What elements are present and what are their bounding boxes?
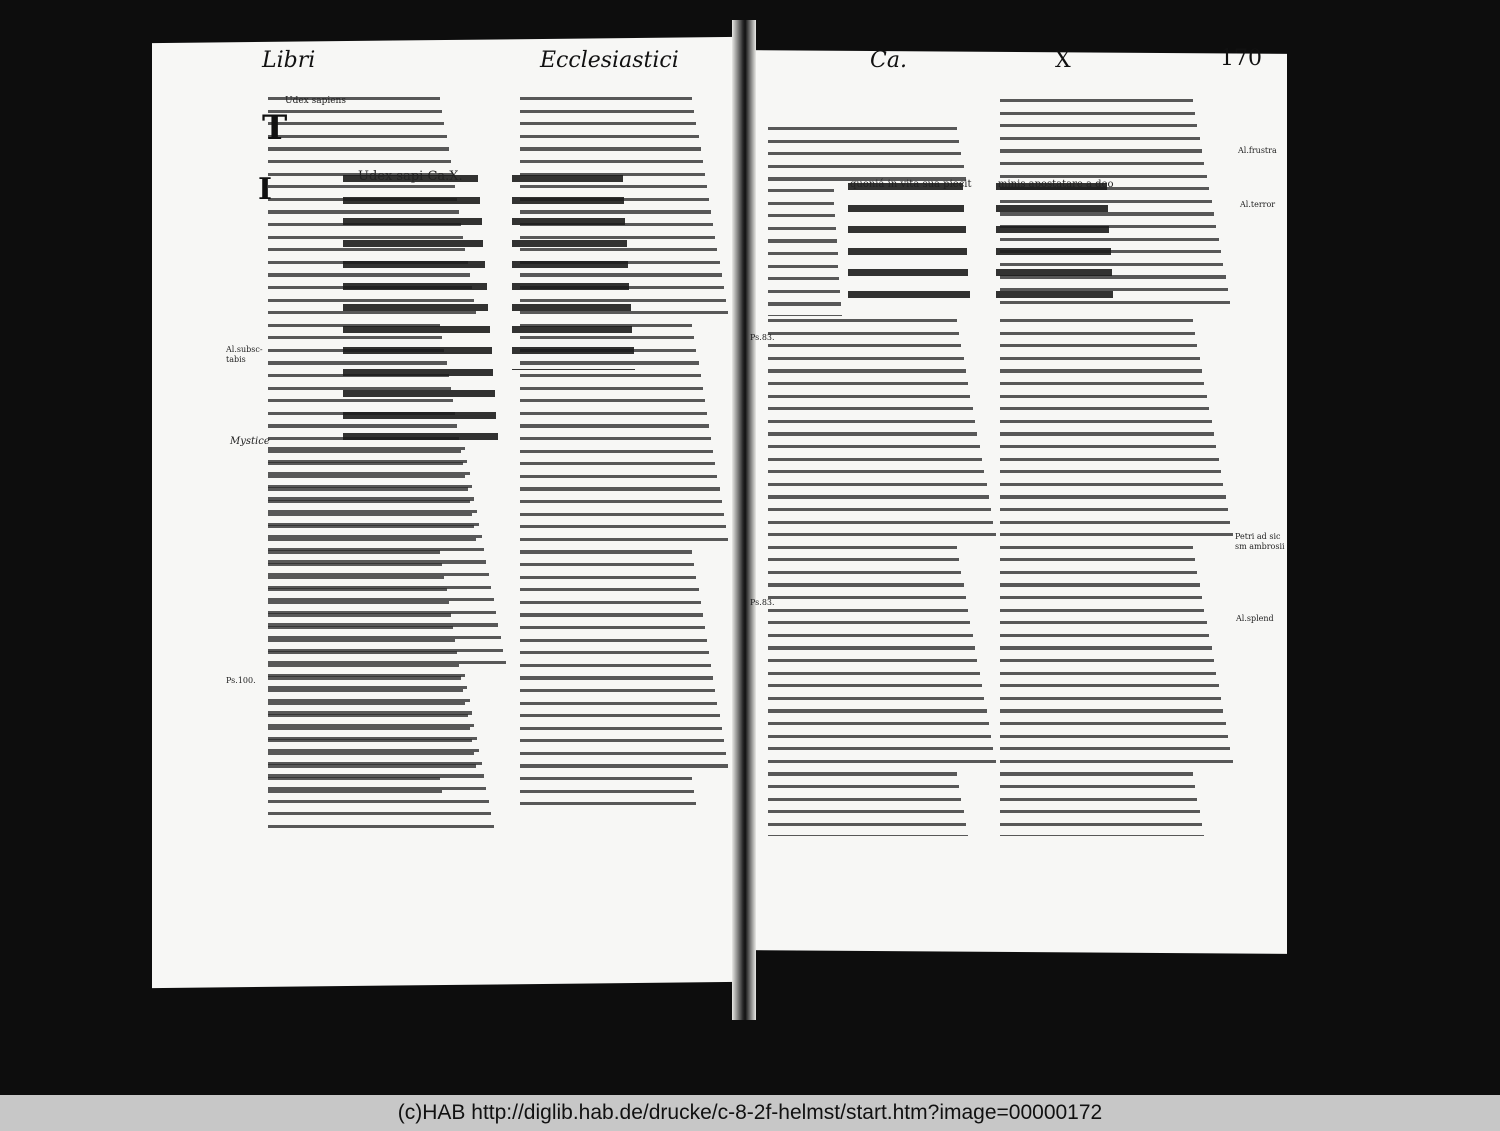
print-line xyxy=(848,226,988,243)
print-line xyxy=(520,651,730,661)
print-line xyxy=(996,291,1131,308)
print-line xyxy=(768,672,998,682)
initial-letter-i: I xyxy=(258,172,273,207)
print-line xyxy=(1000,835,1235,836)
print-line xyxy=(768,239,848,249)
print-line xyxy=(768,458,998,468)
print-line xyxy=(512,175,647,192)
print-line xyxy=(520,97,730,107)
print-line xyxy=(768,735,998,745)
print-line xyxy=(343,326,508,343)
print-line xyxy=(520,538,730,548)
print-line xyxy=(768,395,998,405)
print-line xyxy=(768,521,998,531)
print-line xyxy=(768,344,998,354)
print-line xyxy=(520,374,730,384)
print-line xyxy=(1000,149,1235,159)
print-line xyxy=(520,437,730,447)
print-line xyxy=(1000,533,1235,543)
margin-note: Ps.83. xyxy=(750,598,775,607)
print-line xyxy=(512,347,647,364)
print-line xyxy=(768,709,998,719)
print-line xyxy=(343,390,508,407)
print-line xyxy=(1000,697,1235,707)
print-line xyxy=(996,248,1131,265)
print-line xyxy=(768,508,998,518)
print-line xyxy=(768,140,998,150)
gloss-column-left-lower xyxy=(268,444,508,834)
print-line xyxy=(1000,112,1235,122)
print-line xyxy=(996,226,1131,243)
print-line xyxy=(512,283,647,300)
print-line xyxy=(848,291,988,308)
print-line xyxy=(1000,319,1235,329)
print-line xyxy=(520,487,730,497)
margin-note: Mystice xyxy=(230,436,270,447)
print-line xyxy=(268,699,508,709)
print-line xyxy=(268,649,508,659)
print-line xyxy=(1000,583,1235,593)
print-line xyxy=(768,772,998,782)
print-line xyxy=(768,583,998,593)
print-line xyxy=(1000,634,1235,644)
print-line xyxy=(268,447,508,457)
print-line xyxy=(268,611,508,621)
print-line xyxy=(1000,596,1235,606)
print-line xyxy=(768,202,848,212)
print-line xyxy=(520,752,730,762)
print-line xyxy=(520,702,730,712)
margin-note: Ps.100. xyxy=(226,676,256,685)
print-line xyxy=(520,613,730,623)
print-line xyxy=(343,433,508,440)
print-line xyxy=(768,470,998,480)
print-line xyxy=(768,646,998,656)
print-line xyxy=(768,835,998,836)
print-line xyxy=(268,573,508,583)
print-line xyxy=(1000,508,1235,518)
print-line xyxy=(520,676,730,686)
book-gutter xyxy=(732,20,756,1020)
print-line xyxy=(768,252,848,262)
gloss-column-right-lower-a xyxy=(768,316,998,836)
print-line xyxy=(520,639,730,649)
print-line xyxy=(768,277,848,287)
print-line xyxy=(768,558,998,568)
print-line xyxy=(268,485,508,495)
print-line xyxy=(1000,646,1235,656)
print-line xyxy=(1000,483,1235,493)
print-line xyxy=(343,261,508,278)
print-line xyxy=(520,563,730,573)
print-line xyxy=(520,664,730,674)
print-line xyxy=(343,347,508,364)
print-line xyxy=(520,576,730,586)
print-line xyxy=(268,586,508,596)
print-line xyxy=(768,697,998,707)
main-text-column-right-a xyxy=(848,178,988,310)
print-line xyxy=(1000,735,1235,745)
folio-number: 170 xyxy=(1220,46,1262,71)
chapter-number: X xyxy=(1055,48,1071,73)
margin-note: Al.splend xyxy=(1236,614,1274,623)
print-line xyxy=(268,110,478,120)
print-line xyxy=(520,739,730,749)
print-line xyxy=(768,382,998,392)
print-line xyxy=(1000,395,1235,405)
print-line xyxy=(848,205,988,222)
print-line xyxy=(768,445,998,455)
print-line xyxy=(268,686,508,696)
print-line xyxy=(1000,785,1235,795)
print-line xyxy=(268,497,508,507)
print-line xyxy=(512,197,647,214)
print-line xyxy=(268,774,508,784)
print-line xyxy=(520,626,730,636)
print-line xyxy=(768,546,998,556)
footer-credit xyxy=(0,1095,1500,1131)
print-line xyxy=(268,548,508,558)
print-line xyxy=(520,450,730,460)
running-title-center: Ecclesiastici xyxy=(540,48,679,73)
print-line xyxy=(768,609,998,619)
print-line xyxy=(268,661,508,671)
print-line xyxy=(768,634,998,644)
gloss-column-right-inner xyxy=(768,186,848,316)
main-text-column-left xyxy=(343,170,508,440)
print-line xyxy=(1000,798,1235,808)
print-line xyxy=(268,762,508,772)
print-line xyxy=(1000,458,1235,468)
print-line xyxy=(520,727,730,737)
print-line xyxy=(1000,420,1235,430)
print-line xyxy=(768,495,998,505)
gloss-column-right-top xyxy=(768,124,998,184)
margin-note: sm ambrosii xyxy=(1235,542,1285,551)
print-line xyxy=(268,147,478,157)
print-line xyxy=(520,764,730,774)
print-line xyxy=(768,659,998,669)
print-line xyxy=(768,483,998,493)
print-line xyxy=(268,535,508,545)
print-line xyxy=(768,420,998,430)
print-line xyxy=(768,684,998,694)
print-line xyxy=(1000,124,1235,134)
print-line xyxy=(768,332,998,342)
print-line xyxy=(1000,772,1235,782)
print-line xyxy=(512,369,647,371)
print-line xyxy=(268,812,508,822)
print-line xyxy=(268,636,508,646)
print-line xyxy=(1000,432,1235,442)
print-line xyxy=(268,674,508,684)
print-line xyxy=(1000,823,1235,833)
main-text-column-right-b xyxy=(996,178,1131,310)
print-line xyxy=(1000,470,1235,480)
print-line xyxy=(1000,357,1235,367)
print-line xyxy=(268,122,478,132)
print-line xyxy=(520,160,730,170)
print-line xyxy=(520,588,730,598)
print-line xyxy=(520,110,730,120)
print-line xyxy=(268,460,508,470)
print-line xyxy=(768,621,998,631)
print-line xyxy=(768,785,998,795)
print-line xyxy=(520,500,730,510)
print-line xyxy=(268,510,508,520)
print-line xyxy=(768,810,998,820)
print-line xyxy=(268,598,508,608)
text-fragment: Udex sapi Ca.X. xyxy=(358,169,463,184)
print-line xyxy=(520,399,730,409)
print-line xyxy=(520,601,730,611)
print-line xyxy=(768,823,998,833)
initial-letter-t: T xyxy=(262,108,288,148)
print-line xyxy=(1000,684,1235,694)
print-line xyxy=(768,357,998,367)
print-line xyxy=(520,513,730,523)
print-line xyxy=(520,387,730,397)
print-line xyxy=(996,269,1131,286)
text-fragment: minis apostatare a deo xyxy=(998,179,1114,190)
margin-note: Al.terror xyxy=(1240,200,1276,209)
print-line xyxy=(1000,609,1235,619)
print-line xyxy=(768,214,848,224)
text-fragment: quoniá in vita sua piecit xyxy=(850,179,972,190)
print-line xyxy=(1000,760,1235,770)
print-line xyxy=(343,412,508,429)
print-line xyxy=(1000,672,1235,682)
print-line xyxy=(520,147,730,157)
print-line xyxy=(343,197,508,214)
print-line xyxy=(768,302,848,312)
print-line xyxy=(1000,621,1235,631)
print-line xyxy=(512,304,647,321)
print-line xyxy=(520,714,730,724)
print-line xyxy=(768,407,998,417)
print-line xyxy=(268,724,508,734)
print-line xyxy=(768,432,998,442)
print-line xyxy=(520,550,730,560)
print-line xyxy=(512,326,647,343)
print-line xyxy=(268,711,508,721)
print-line xyxy=(268,787,508,797)
print-line xyxy=(343,218,508,235)
print-line xyxy=(1000,382,1235,392)
print-line xyxy=(268,800,508,810)
print-line xyxy=(268,749,508,759)
print-line xyxy=(768,189,848,199)
print-line xyxy=(520,475,730,485)
print-line xyxy=(268,560,508,570)
footer-credit-text: (c)HAB http://diglib.hab.de/drucke/c-8-2f-helmst/start.htm?image=00000172 xyxy=(397,1101,1103,1124)
gloss-column-right-lower-b xyxy=(1000,316,1235,836)
print-line xyxy=(768,290,848,300)
print-line xyxy=(768,722,998,732)
print-line xyxy=(1000,369,1235,379)
print-line xyxy=(768,319,998,329)
print-line xyxy=(768,227,848,237)
print-line xyxy=(768,165,998,175)
print-line xyxy=(768,152,998,162)
print-line xyxy=(268,523,508,533)
print-line xyxy=(1000,344,1235,354)
print-line xyxy=(520,777,730,787)
print-line xyxy=(268,472,508,482)
print-line xyxy=(1000,332,1235,342)
print-line xyxy=(1000,99,1235,109)
print-line xyxy=(343,369,508,386)
print-line xyxy=(768,127,998,137)
print-line xyxy=(1000,407,1235,417)
print-line xyxy=(512,218,647,235)
print-line xyxy=(268,825,508,834)
print-line xyxy=(1000,162,1235,172)
print-line xyxy=(343,240,508,257)
print-line xyxy=(1000,521,1235,531)
print-line xyxy=(1000,747,1235,757)
print-line xyxy=(768,760,998,770)
print-line xyxy=(768,747,998,757)
print-line xyxy=(343,304,508,321)
print-line xyxy=(268,623,508,633)
print-line xyxy=(512,240,647,257)
print-line xyxy=(768,798,998,808)
print-line xyxy=(343,283,508,300)
print-line xyxy=(520,412,730,422)
print-line xyxy=(520,790,730,800)
margin-note: Petri ad sic xyxy=(1235,532,1281,541)
print-line xyxy=(768,533,998,543)
print-line xyxy=(768,571,998,581)
print-line xyxy=(848,269,988,286)
print-line xyxy=(768,369,998,379)
main-text-column-center xyxy=(512,170,647,370)
print-line xyxy=(268,135,478,145)
print-line xyxy=(848,248,988,265)
print-line xyxy=(1000,445,1235,455)
margin-note: tabis xyxy=(226,355,246,364)
margin-note: Al.subsc- xyxy=(226,345,263,354)
running-title-left: Libri xyxy=(262,48,316,73)
print-line xyxy=(1000,558,1235,568)
margin-note: Al.frustra xyxy=(1238,146,1277,155)
print-line xyxy=(520,122,730,132)
margin-note: Ps.83. xyxy=(750,333,775,342)
print-line xyxy=(1000,659,1235,669)
print-line xyxy=(1000,722,1235,732)
print-line xyxy=(520,689,730,699)
print-line xyxy=(520,424,730,434)
print-line xyxy=(520,135,730,145)
print-line xyxy=(512,261,647,278)
print-line xyxy=(768,265,848,275)
print-line xyxy=(1000,495,1235,505)
print-line xyxy=(520,802,730,812)
running-title-chapter: Ca. xyxy=(870,48,907,73)
print-line xyxy=(520,462,730,472)
print-line xyxy=(268,737,508,747)
print-line xyxy=(1000,810,1235,820)
print-line xyxy=(1000,571,1235,581)
print-line xyxy=(768,596,998,606)
text-fragment: Udex sapiens xyxy=(285,96,346,106)
print-line xyxy=(1000,709,1235,719)
print-line xyxy=(1000,546,1235,556)
print-line xyxy=(1000,137,1235,147)
print-line xyxy=(520,525,730,535)
print-line xyxy=(996,205,1131,222)
